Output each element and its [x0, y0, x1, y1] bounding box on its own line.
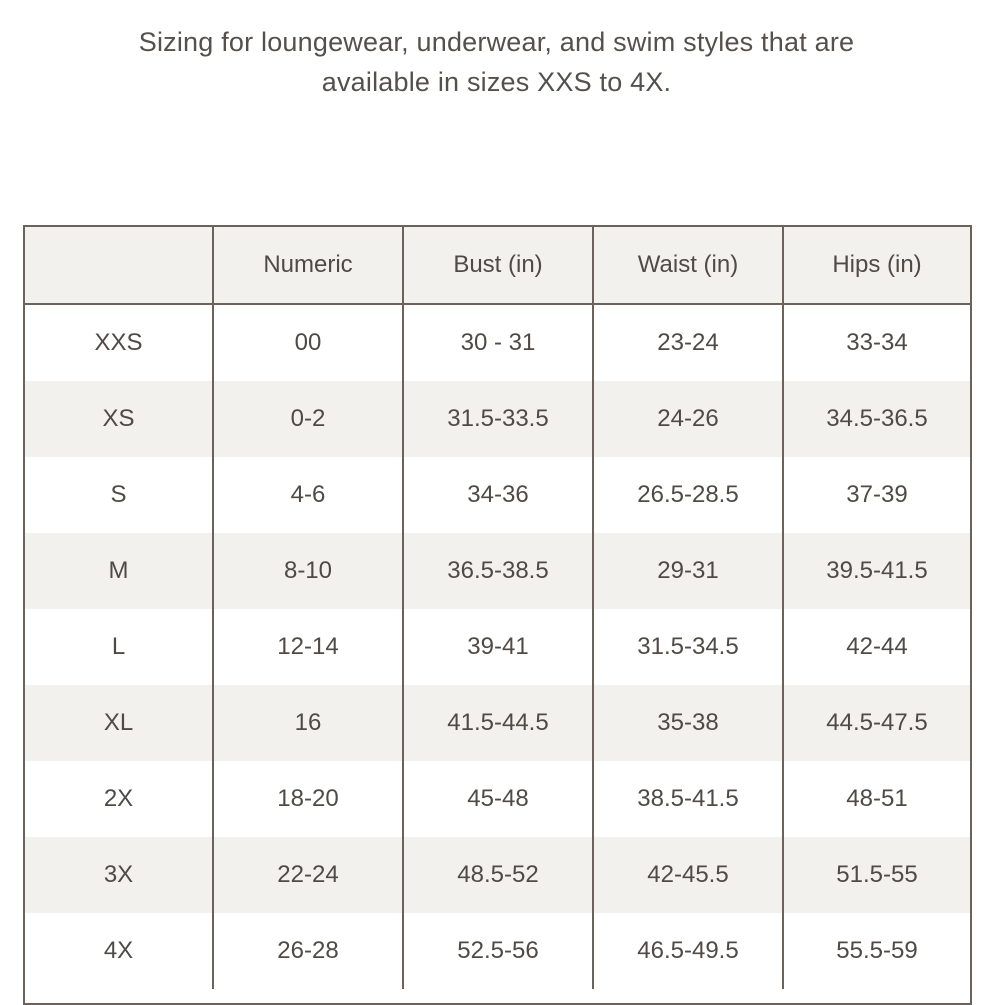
intro-line-1: Sizing for loungewear, underwear, and swim styles that are: [138, 27, 855, 57]
waist-cell: 31.5-34.5: [593, 609, 783, 685]
waist-cell: 42-45.5: [593, 837, 783, 913]
numeric-cell: 18-20: [213, 761, 403, 837]
bust-cell: 36.5-38.5: [403, 533, 593, 609]
table-row: [25, 381, 970, 457]
numeric-cell: 12-14: [213, 609, 403, 685]
numeric-cell: 16: [213, 685, 403, 761]
table-row: [25, 609, 970, 685]
hips-cell: 44.5-47.5: [783, 685, 970, 761]
bust-cell: 31.5-33.5: [403, 381, 593, 457]
size-cell: 3X: [25, 837, 213, 913]
waist-cell: 24-26: [593, 381, 783, 457]
waist-cell: 38.5-41.5: [593, 761, 783, 837]
waist-cell: 23-24: [593, 304, 783, 381]
waist-cell: 46.5-49.5: [593, 913, 783, 989]
table-row: [25, 761, 970, 837]
numeric-cell: 22-24: [213, 837, 403, 913]
numeric-cell: 4-6: [213, 457, 403, 533]
header-hips: Hips (in): [783, 227, 970, 304]
size-cell: S: [110, 481, 127, 508]
size-cell: XXS: [94, 329, 143, 356]
size-cell: M: [25, 533, 213, 609]
hips-cell: 42-44: [783, 609, 970, 685]
size-cell: XL: [25, 685, 213, 761]
size-cell: 4X: [103, 937, 134, 964]
numeric-cell: 26-28: [213, 913, 403, 989]
hips-cell: 34.5-36.5: [783, 381, 970, 457]
waist-cell: 29-31: [593, 533, 783, 609]
hips-cell: 51.5-55: [783, 837, 970, 913]
table-row: [25, 685, 970, 761]
numeric-cell: 0-2: [213, 381, 403, 457]
waist-cell: 26.5-28.5: [593, 457, 783, 533]
size-table: [25, 227, 970, 989]
header-numeric: Numeric: [213, 227, 403, 304]
numeric-cell: 00: [213, 304, 403, 381]
bust-cell: 48.5-52: [403, 837, 593, 913]
bust-cell: 52.5-56: [403, 913, 593, 989]
waist-cell: 35-38: [593, 685, 783, 761]
hips-cell: 37-39: [783, 457, 970, 533]
hips-cell: 48-51: [783, 761, 970, 837]
bust-cell: 45-48: [403, 761, 593, 837]
bust-cell: 39-41: [403, 609, 593, 685]
intro-line-2: available in sizes XXS to 4X.: [321, 67, 672, 97]
table-row: [25, 457, 970, 533]
hips-cell: 33-34: [783, 304, 970, 381]
size-guide-intro: [0, 22, 993, 102]
size-cell: 2X: [103, 785, 134, 812]
header-row: [25, 227, 970, 304]
header-waist: Waist (in): [593, 227, 783, 304]
hips-cell: 39.5-41.5: [783, 533, 970, 609]
size-chart: [23, 225, 972, 1005]
header-bust: Bust (in): [403, 227, 593, 304]
table-row: [25, 304, 970, 381]
bust-cell: 30 - 31: [403, 304, 593, 381]
numeric-cell: 8-10: [213, 533, 403, 609]
table-row: [25, 913, 970, 989]
bust-cell: 41.5-44.5: [403, 685, 593, 761]
bust-cell: 34-36: [403, 457, 593, 533]
size-cell: L: [111, 633, 126, 660]
table-row: [25, 533, 970, 609]
table-row: [25, 837, 970, 913]
size-cell: XS: [25, 381, 213, 457]
header-size: [25, 227, 213, 304]
hips-cell: 55.5-59: [783, 913, 970, 989]
